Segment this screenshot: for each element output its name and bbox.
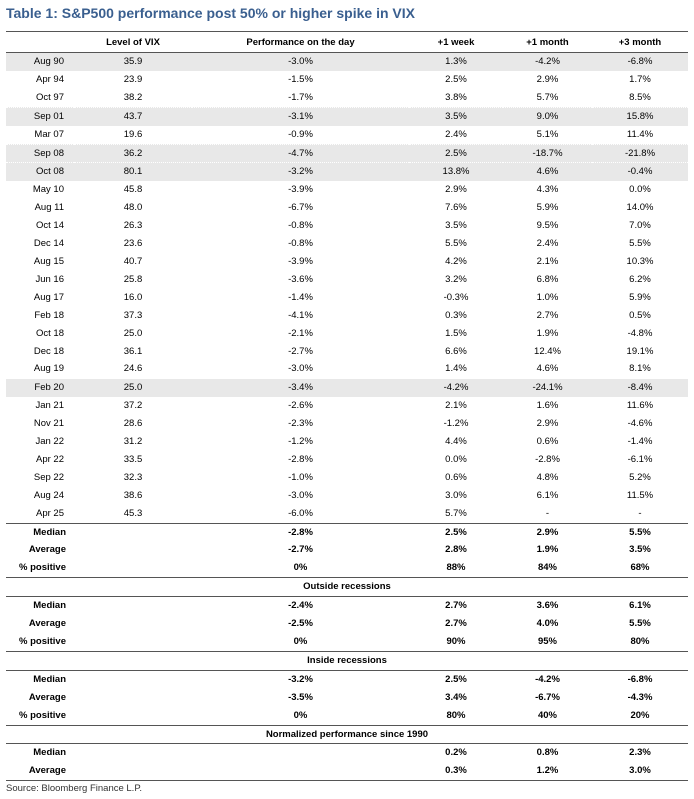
row-date: Oct 08 xyxy=(6,163,74,181)
table-row xyxy=(6,487,688,505)
summary-one-month: 0.8% xyxy=(536,747,559,759)
table-row xyxy=(6,397,688,415)
summary-day-performance: -3.5% xyxy=(288,691,313,703)
row-one-week: 2.4% xyxy=(445,128,467,140)
row-date: Dec 14 xyxy=(33,238,64,250)
summary-one-week: 2.8% xyxy=(445,544,467,556)
row-three-month: 10.3% xyxy=(626,255,654,267)
row-three-month: 7.0% xyxy=(629,220,651,232)
row-one-month: 4.3% xyxy=(536,184,559,196)
row-vix-level: 43.7 xyxy=(74,107,192,125)
section-heading: Inside recessions xyxy=(6,651,688,670)
row-day-performance: -3.1% xyxy=(192,107,409,125)
row-day-performance: -6.0% xyxy=(288,507,313,519)
row-three-month: 8.5% xyxy=(629,91,651,103)
summary-one-week: 0.2% xyxy=(445,747,467,759)
summary-row xyxy=(6,597,688,615)
summary-one-month: 1.2% xyxy=(503,762,592,780)
table-row xyxy=(6,289,688,307)
row-one-month: - xyxy=(545,507,550,519)
row-day-performance: -3.0% xyxy=(192,53,409,71)
summary-empty xyxy=(74,744,192,762)
row-vix-level: 36.1 xyxy=(123,345,143,357)
summary-day-performance: 0% xyxy=(293,709,308,721)
row-one-week: 2.9% xyxy=(445,184,467,196)
row-date: Apr 25 xyxy=(36,507,64,519)
row-vix-level: 23.9 xyxy=(123,73,143,85)
row-one-month: 1.0% xyxy=(536,291,559,303)
source-note: Source: Bloomberg Finance L.P. xyxy=(6,783,143,794)
table-row xyxy=(6,325,688,343)
row-three-month: -4.6% xyxy=(627,418,653,430)
row-vix-level: 33.5 xyxy=(123,453,143,465)
summary-empty xyxy=(74,615,192,633)
summary-label: Median xyxy=(33,673,66,685)
row-date: Sep 01 xyxy=(6,107,74,125)
row-three-month: 11.5% xyxy=(626,489,654,501)
section-heading-row xyxy=(6,578,688,597)
row-date: Oct 97 xyxy=(36,91,64,103)
table-row xyxy=(6,163,688,181)
table-body xyxy=(6,53,688,781)
row-three-month: -8.4% xyxy=(592,379,688,397)
row-one-month: 4.6% xyxy=(503,163,592,181)
row-day-performance: -3.9% xyxy=(288,184,313,196)
table-row xyxy=(6,199,688,217)
row-one-month: -18.7% xyxy=(503,144,592,163)
summary-row xyxy=(6,670,688,688)
row-vix-level: 35.9 xyxy=(74,53,192,71)
row-vix-level: 38.2 xyxy=(123,91,143,103)
header-date xyxy=(6,34,74,53)
row-day-performance: -4.7% xyxy=(192,144,409,163)
row-one-week: 4.4% xyxy=(445,436,467,448)
row-one-month: 5.7% xyxy=(536,91,559,103)
summary-label: % positive xyxy=(19,636,66,647)
summary-empty xyxy=(74,597,192,615)
row-one-week: 2.5% xyxy=(445,73,467,85)
vix-performance-table xyxy=(6,34,688,781)
header-one-week: +1 week xyxy=(409,34,503,53)
header-three-month: +3 month xyxy=(592,34,688,53)
row-day-performance: -1.5% xyxy=(288,73,313,85)
summary-row xyxy=(6,762,688,780)
summary-three-month: 3.0% xyxy=(592,762,688,780)
summary-empty xyxy=(74,559,192,577)
row-one-month: 1.9% xyxy=(536,327,559,339)
table-row xyxy=(6,235,688,253)
row-vix-level: 28.6 xyxy=(123,418,143,430)
header-one-month: +1 month xyxy=(503,34,592,53)
row-one-week: 3.5% xyxy=(445,220,467,232)
table-row xyxy=(6,433,688,451)
table-row xyxy=(6,126,688,144)
row-one-month: 6.1% xyxy=(536,489,559,501)
row-date: Aug 19 xyxy=(33,363,64,375)
summary-one-week: 2.5% xyxy=(409,523,503,541)
row-one-month: 2.1% xyxy=(536,255,559,267)
summary-row xyxy=(6,559,688,577)
row-one-week: 3.8% xyxy=(445,91,467,103)
row-vix-level: 32.3 xyxy=(123,471,143,483)
summary-row xyxy=(6,707,688,725)
summary-one-week: 2.5% xyxy=(445,673,467,685)
row-one-month: 2.9% xyxy=(536,418,559,430)
summary-empty xyxy=(74,670,192,688)
summary-empty xyxy=(74,762,192,780)
summary-empty xyxy=(74,633,192,651)
row-one-month: 2.7% xyxy=(536,309,559,321)
row-vix-level: 48.0 xyxy=(123,202,143,214)
row-day-performance: -2.8% xyxy=(288,453,313,465)
row-one-week: 13.8% xyxy=(409,163,503,181)
row-one-week: 0.0% xyxy=(445,453,467,465)
section-heading: Outside recessions xyxy=(6,578,688,597)
row-day-performance: -2.7% xyxy=(288,345,313,357)
row-one-week: 2.1% xyxy=(445,400,467,412)
row-one-month: 2.9% xyxy=(536,73,559,85)
row-vix-level: 40.7 xyxy=(123,255,143,267)
summary-three-month: 20% xyxy=(630,709,650,721)
summary-three-month: 2.3% xyxy=(629,747,651,759)
table-row xyxy=(6,469,688,487)
row-vix-level: 37.2 xyxy=(123,400,143,412)
row-day-performance: -0.8% xyxy=(288,238,313,250)
row-one-month: 4.8% xyxy=(536,471,559,483)
summary-one-month: 3.6% xyxy=(536,600,559,612)
table-row xyxy=(6,451,688,469)
row-vix-level: 24.6 xyxy=(123,363,143,375)
table-row xyxy=(6,71,688,89)
summary-label: % positive xyxy=(19,709,66,721)
row-three-month: -1.4% xyxy=(627,436,653,448)
summary-row xyxy=(6,523,688,541)
row-one-week: -1.2% xyxy=(443,418,469,430)
row-date: Aug 24 xyxy=(33,489,64,501)
summary-one-week: 2.7% xyxy=(445,600,467,612)
summary-label: Median xyxy=(33,600,66,612)
summary-label: Average xyxy=(28,691,66,703)
summary-one-month: 95% xyxy=(537,636,557,647)
row-vix-level: 25.0 xyxy=(74,379,192,397)
summary-day-performance xyxy=(192,762,409,780)
table-row xyxy=(6,181,688,199)
table-row xyxy=(6,107,688,125)
row-one-week: 2.5% xyxy=(409,144,503,163)
row-date: Aug 11 xyxy=(34,202,64,214)
table-row xyxy=(6,53,688,71)
summary-row xyxy=(6,615,688,633)
row-vix-level: 19.6 xyxy=(123,128,143,140)
summary-three-month: -6.8% xyxy=(627,673,653,685)
summary-label: Average xyxy=(28,544,66,556)
row-day-performance: -3.2% xyxy=(192,163,409,181)
row-day-performance: -2.3% xyxy=(288,418,313,430)
row-date: Nov 21 xyxy=(33,418,64,430)
summary-row xyxy=(6,689,688,707)
row-day-performance: -1.4% xyxy=(288,291,313,303)
row-three-month: -0.4% xyxy=(592,163,688,181)
row-day-performance: -1.7% xyxy=(288,91,313,103)
row-three-month: 1.7% xyxy=(629,73,651,85)
row-day-performance: -0.9% xyxy=(288,128,313,140)
row-three-month: 14.0% xyxy=(626,202,654,214)
row-three-month: -6.8% xyxy=(592,53,688,71)
row-three-month: 5.5% xyxy=(629,238,651,250)
row-date: Jan 22 xyxy=(35,436,64,448)
table-row xyxy=(6,307,688,325)
row-one-month: 4.6% xyxy=(536,363,559,375)
row-one-month: -24.1% xyxy=(503,379,592,397)
row-vix-level: 45.8 xyxy=(123,184,143,196)
row-date: Jan 21 xyxy=(35,400,64,412)
row-day-performance: -2.6% xyxy=(288,400,313,412)
summary-day-performance xyxy=(192,744,409,762)
row-vix-level: 36.2 xyxy=(74,144,192,163)
row-day-performance: -2.1% xyxy=(288,327,313,339)
row-three-month: -21.8% xyxy=(592,144,688,163)
row-three-month: 5.9% xyxy=(629,291,651,303)
summary-one-month: 2.9% xyxy=(503,523,592,541)
row-one-week: 4.2% xyxy=(445,255,467,267)
row-vix-level: 31.2 xyxy=(123,436,143,448)
summary-three-month: 3.5% xyxy=(629,544,651,556)
row-one-month: 6.8% xyxy=(536,273,559,285)
row-three-month: - xyxy=(638,507,642,519)
row-three-month: 6.2% xyxy=(629,273,651,285)
row-one-week: 1.3% xyxy=(409,53,503,71)
table-row xyxy=(6,271,688,289)
row-day-performance: -1.0% xyxy=(288,471,313,483)
table-row xyxy=(6,144,688,163)
row-one-month: 5.1% xyxy=(536,128,559,140)
row-one-week: 5.5% xyxy=(445,238,467,250)
row-vix-level: 80.1 xyxy=(74,163,192,181)
row-vix-level: 16.0 xyxy=(123,291,143,303)
row-one-week: 0.6% xyxy=(445,471,467,483)
section-heading-row xyxy=(6,725,688,744)
table-row xyxy=(6,253,688,271)
row-one-month: 5.9% xyxy=(536,202,559,214)
table-row xyxy=(6,379,688,397)
summary-three-month: 5.5% xyxy=(592,523,688,541)
row-date: Sep 08 xyxy=(6,144,74,163)
row-three-month: 5.2% xyxy=(629,471,651,483)
row-one-week: 0.3% xyxy=(445,309,467,321)
table-row xyxy=(6,360,688,378)
summary-day-performance: -2.5% xyxy=(288,618,313,630)
row-vix-level: 45.3 xyxy=(123,507,143,519)
summary-row xyxy=(6,744,688,762)
summary-one-week: 80% xyxy=(446,709,466,721)
summary-label: Median xyxy=(6,523,74,541)
row-date: Apr 22 xyxy=(36,453,64,465)
row-one-week: 3.0% xyxy=(445,489,467,501)
table-row xyxy=(6,89,688,107)
row-vix-level: 38.6 xyxy=(123,489,143,501)
row-one-month: -4.2% xyxy=(503,53,592,71)
row-one-week: -4.2% xyxy=(409,379,503,397)
summary-label: Average xyxy=(28,618,66,630)
row-date: Oct 18 xyxy=(36,327,64,339)
row-three-month: 19.1% xyxy=(626,345,654,357)
summary-three-month: 5.5% xyxy=(629,618,651,630)
row-day-performance: -3.6% xyxy=(288,273,313,285)
summary-day-performance: -2.4% xyxy=(288,600,313,612)
summary-day-performance: 0% xyxy=(293,562,308,574)
row-one-week: 5.7% xyxy=(445,507,467,519)
row-vix-level: 37.3 xyxy=(123,309,143,321)
row-date: Aug 17 xyxy=(33,291,64,303)
row-day-performance: -3.4% xyxy=(192,379,409,397)
summary-one-week: 90% xyxy=(446,636,466,647)
summary-empty xyxy=(74,689,192,707)
section-heading-row xyxy=(6,651,688,670)
title-divider xyxy=(6,31,688,32)
row-date: Sep 22 xyxy=(33,471,64,483)
header-row xyxy=(6,34,688,53)
header-vix-level: Level of VIX xyxy=(74,34,192,53)
row-date: Aug 90 xyxy=(6,53,74,71)
table-row xyxy=(6,415,688,433)
row-vix-level: 25.8 xyxy=(123,273,143,285)
row-date: Oct 14 xyxy=(36,220,64,232)
row-three-month: 8.1% xyxy=(629,363,651,375)
summary-three-month: 68% xyxy=(630,562,650,574)
row-day-performance: -3.0% xyxy=(288,363,313,375)
summary-empty xyxy=(74,523,192,541)
row-one-week: 3.2% xyxy=(445,273,467,285)
row-three-month: 0.5% xyxy=(629,309,651,321)
header-day-performance: Performance on the day xyxy=(192,34,409,53)
summary-empty xyxy=(74,707,192,725)
row-one-month: -2.8% xyxy=(535,453,560,465)
summary-day-performance: -3.2% xyxy=(288,673,313,685)
row-one-week: 1.5% xyxy=(445,327,467,339)
summary-three-month: 6.1% xyxy=(629,600,651,612)
summary-one-week: 0.3% xyxy=(409,762,503,780)
summary-label: % positive xyxy=(19,562,66,574)
row-one-week: 7.6% xyxy=(445,202,467,214)
row-one-week: 3.5% xyxy=(409,107,503,125)
summary-day-performance: -2.7% xyxy=(288,544,313,556)
row-date: Mar 07 xyxy=(34,128,64,140)
row-three-month: 11.6% xyxy=(626,400,654,412)
row-date: Dec 18 xyxy=(33,345,64,357)
summary-day-performance: 0% xyxy=(293,636,308,647)
row-day-performance: -1.2% xyxy=(288,436,313,448)
summary-three-month: 80% xyxy=(630,636,650,647)
table-row xyxy=(6,217,688,235)
row-one-month: 9.5% xyxy=(536,220,559,232)
row-day-performance: -3.9% xyxy=(288,255,313,267)
row-one-month: 0.6% xyxy=(536,436,559,448)
summary-one-month: -4.2% xyxy=(535,673,560,685)
summary-one-month: 1.9% xyxy=(536,544,559,556)
row-one-week: 1.4% xyxy=(445,363,467,375)
summary-day-performance: -2.8% xyxy=(192,523,409,541)
row-three-month: 0.0% xyxy=(629,184,651,196)
row-vix-level: 26.3 xyxy=(123,220,143,232)
summary-label: Average xyxy=(6,762,74,780)
row-day-performance: -6.7% xyxy=(288,202,313,214)
summary-row xyxy=(6,633,688,651)
row-three-month: 15.8% xyxy=(592,107,688,125)
row-day-performance: -3.0% xyxy=(288,489,313,501)
row-one-week: 6.6% xyxy=(445,345,467,357)
row-one-month: 1.6% xyxy=(536,400,559,412)
row-one-week: -0.3% xyxy=(443,291,469,303)
table-row xyxy=(6,505,688,523)
summary-one-week: 3.4% xyxy=(445,691,467,703)
row-vix-level: 23.6 xyxy=(123,238,143,250)
summary-one-week: 2.7% xyxy=(445,618,467,630)
summary-label: Median xyxy=(33,747,66,759)
row-three-month: -4.8% xyxy=(627,327,653,339)
row-date: Jun 16 xyxy=(35,273,64,285)
section-heading: Normalized performance since 1990 xyxy=(6,725,688,744)
row-three-month: -6.1% xyxy=(627,453,653,465)
row-date: May 10 xyxy=(32,184,64,196)
table-title: Table 1: S&P500 performance post 50% or higher spike in VIX xyxy=(6,5,415,21)
summary-one-month: 84% xyxy=(537,562,557,574)
row-vix-level: 25.0 xyxy=(123,327,143,339)
row-day-performance: -4.1% xyxy=(288,309,313,321)
summary-one-month: -6.7% xyxy=(535,691,560,703)
table-row xyxy=(6,343,688,361)
row-date: Apr 94 xyxy=(36,73,64,85)
summary-row xyxy=(6,541,688,559)
row-date: Feb 18 xyxy=(34,309,64,321)
summary-one-month: 4.0% xyxy=(536,618,559,630)
row-one-month: 9.0% xyxy=(503,107,592,125)
row-date: Aug 15 xyxy=(33,255,64,267)
row-date: Feb 20 xyxy=(6,379,74,397)
row-three-month: 11.4% xyxy=(626,128,654,140)
row-one-month: 2.4% xyxy=(536,238,559,250)
row-one-month: 12.4% xyxy=(534,345,561,357)
summary-empty xyxy=(74,541,192,559)
summary-one-week: 88% xyxy=(446,562,466,574)
summary-three-month: -4.3% xyxy=(627,691,653,703)
row-day-performance: -0.8% xyxy=(288,220,313,232)
summary-one-month: 40% xyxy=(537,709,557,721)
